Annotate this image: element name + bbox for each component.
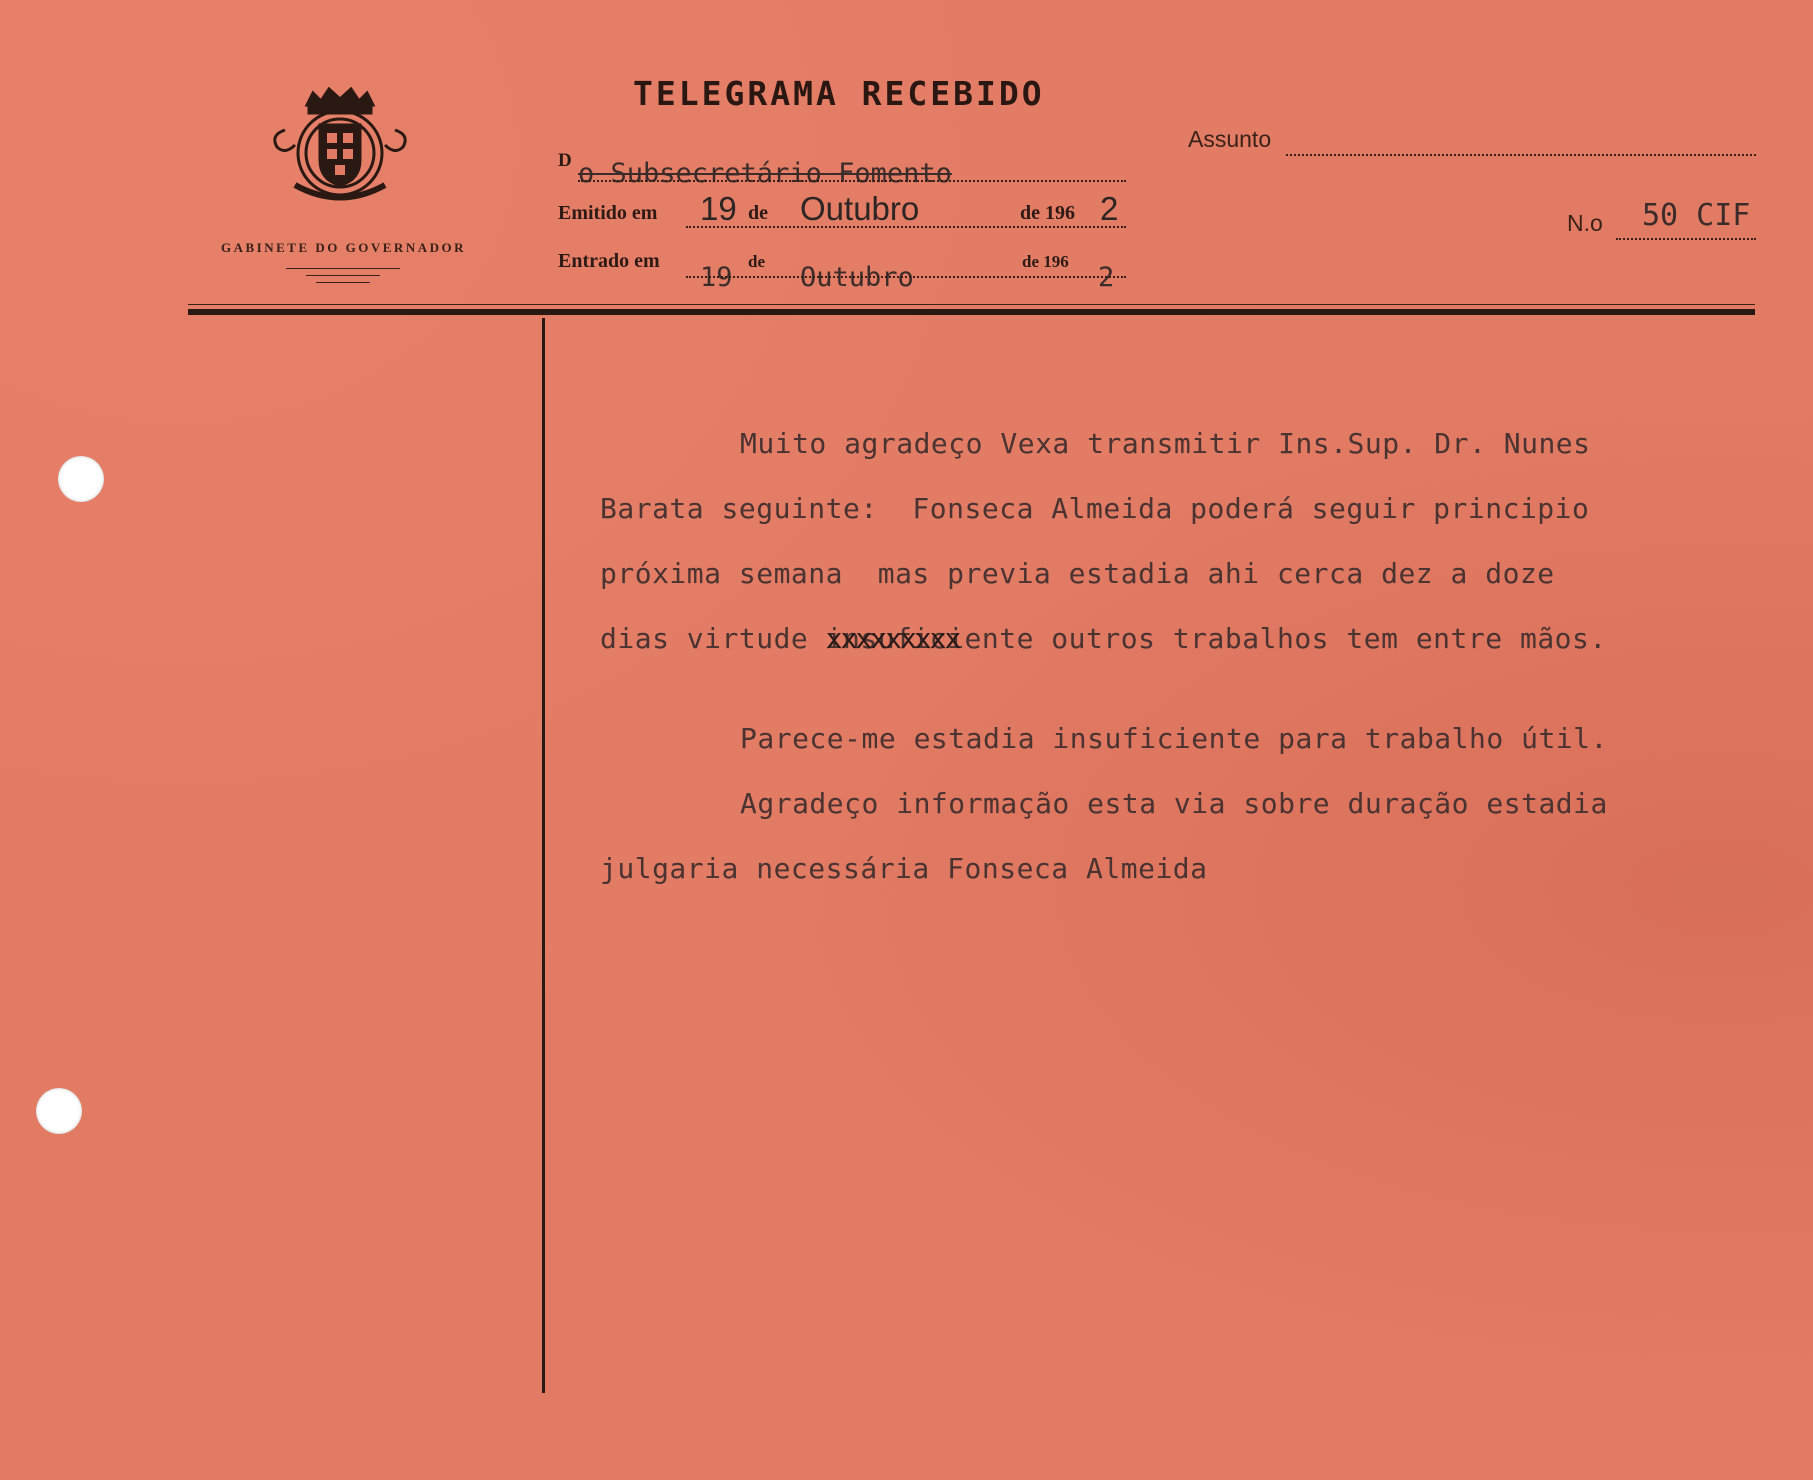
from-prefix: D: [558, 150, 572, 171]
emitted-year-label: de 196: [1020, 202, 1075, 224]
header-rule: [188, 309, 1755, 315]
punch-hole-bottom: [36, 1088, 82, 1134]
header-rule-thin: [188, 304, 1755, 305]
office-rule-1: [286, 268, 400, 269]
entered-day: 19: [700, 262, 733, 293]
margin-vertical-rule: [542, 318, 545, 1393]
message-line-4: [600, 622, 1607, 655]
from-dotted-line: [578, 180, 1126, 182]
emitted-month: Outubro: [800, 190, 920, 227]
subject-dotted-line: [1286, 154, 1756, 156]
office-rule-2: [306, 275, 380, 276]
emitted-day: 19: [700, 190, 737, 227]
subject-label: Assunto: [1188, 126, 1272, 152]
punch-hole-top: [58, 456, 104, 502]
entered-label: Entrado em: [558, 250, 660, 272]
number-value: 50 CIF: [1642, 198, 1751, 233]
entered-year-digit: 2: [1098, 262, 1115, 293]
number-dotted-line: [1616, 238, 1756, 240]
emitted-dotted-line: [686, 226, 1126, 228]
message-line-7: julgaria necessária Fonseca Almeida: [600, 852, 1208, 885]
struck-out-word: insuficiente xxxxxxxxx: [826, 622, 1034, 655]
message-line-2: Barata seguinte: Fonseca Almeida poderá seguir principio: [600, 492, 1590, 525]
entered-dotted-line: [686, 276, 1126, 278]
office-rule-3: [316, 282, 370, 283]
emitted-label: Emitido em: [558, 202, 658, 224]
message-line-5: Parece-me estadia insuficiente para trabalho útil.: [740, 722, 1608, 755]
message-line-6: Agradeço informação esta via sobre duração estadia: [740, 787, 1608, 820]
message-line-4-end: outros trabalhos tem entre mãos.: [1033, 622, 1607, 655]
entered-year-label: de 196: [1022, 252, 1069, 271]
from-value: o Subsecretário Fomento: [578, 158, 952, 189]
office-name: GABINETE DO GOVERNADOR: [221, 240, 466, 255]
entered-month: Outubro: [800, 262, 914, 293]
emitted-de: de: [748, 202, 768, 224]
emitted-year-digit: 2: [1100, 190, 1119, 227]
number-label: N.o: [1567, 210, 1603, 236]
entered-de: de: [748, 252, 765, 271]
message-line-4-start: dias virtude: [600, 622, 826, 655]
message-line-1: Muito agradeço Vexa transmitir Ins.Sup. Dr. Nunes: [740, 427, 1591, 460]
form-title: TELEGRAMA RECEBIDO: [633, 74, 1045, 113]
coat-of-arms-icon: [265, 85, 415, 215]
message-line-3: próxima semana mas previa estadia ahi cerca dez a doze: [600, 557, 1555, 590]
